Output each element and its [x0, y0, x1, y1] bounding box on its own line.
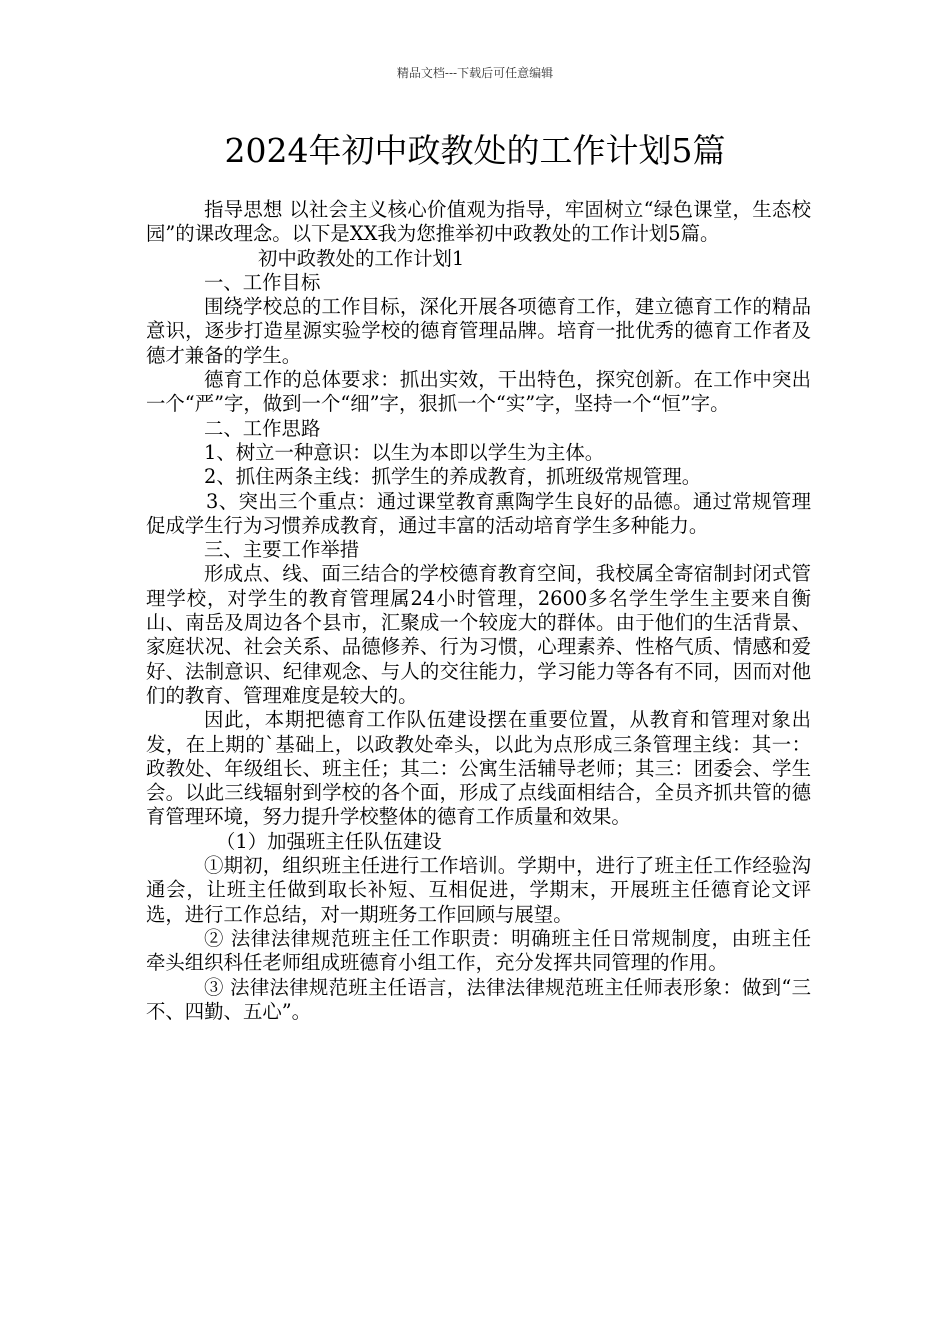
- page-header-note: 精品文档---下载后可任意编辑: [396, 66, 554, 80]
- measures-paragraph-2: 因此，本期把德育工作队伍建设摆在重要位置，从教育和管理对象出发，在上期的`基础上，以政教处牵头，以此为点形成三条管理主线：其一：政教处、年级组长、班主任；其二：公寓生活辅导老师；其三：团委会、学生会。以此三线辐射到学校的各个面，形成了点线面相结合，全员齐抓共管的德育管理环境，努力提升学校整体的德育工作质量和效果。: [146, 708, 811, 829]
- section-heading-approach: 二、工作思路: [204, 416, 321, 440]
- teachers-paragraph-2: ② 法律法律规范班主任工作职责：明确班主任日常规制度，由班主任牵头组织科任老师组成班德育小组工作，充分发挥共同管理的作用。: [146, 926, 811, 975]
- approach-item-1: 1、树立一种意识：以生为本即以学生为主体。: [204, 440, 605, 464]
- teachers-paragraph-3: ③ 法律法律规范班主任语言，法律法律规范班主任师表形象：做到“三不、四勤、五心”。: [146, 975, 811, 1023]
- intro-paragraph: 指导思想 以社会主义核心价值观为指导，牢固树立“绿色课堂，生态校园”的课改理念。以下是XX我为您推举初中政教处的工作计划5篇。: [146, 198, 811, 246]
- section-heading-goals: 一、工作目标: [204, 270, 321, 294]
- goals-paragraph-2: 德育工作的总体要求：抓出实效，干出特色，探究创新。在工作中突出一个“严”字，做到一个“细”字，狠抓一个“实”字，坚持一个“恒”字。: [146, 368, 811, 416]
- approach-item-2: 2、抓住两条主线：抓学生的养成教育，抓班级常规管理。: [204, 465, 702, 489]
- goals-paragraph-1: 围绕学校总的工作目标，深化开展各项德育工作，建立德育工作的精品意识，逐步打造星源实验学校的德育管理品牌。培育一批优秀的德育工作者及德才兼备的学生。: [146, 295, 811, 367]
- plan-subtitle: 初中政教处的工作计划1: [258, 246, 465, 270]
- document-title: 2024年初中政教处的工作计划5篇: [224, 131, 726, 170]
- document-body: [146, 198, 811, 1024]
- approach-item-3: 3、突出三个重点：通过课堂教育熏陶学生良好的品德。通过常规管理促成学生行为习惯养成教育，通过丰富的活动培育学生多种能力。: [146, 489, 811, 537]
- subsection-heading-teachers: （1）加强班主任队伍建设: [216, 829, 442, 853]
- section-heading-measures: 三、主要工作举措: [204, 538, 360, 562]
- measures-paragraph-1: 形成点、线、面三结合的学校德育教育空间，我校属全寄宿制封闭式管理学校，对学生的教育管理属24小时管理，2600多名学生学生主要来自衡山、南岳及周边各个县市，汇聚成一个较庞大的群体。由于他们的生活背景、家庭状况、社会关系、品德修养、行为习惯，心理素养、性格气质、情感和爱好、法制意识、纪律观念、与人的交往能力，学习能力等各有不同，因而对他们的教育、管理难度是较大的。: [146, 562, 811, 707]
- teachers-paragraph-1: ①期初，组织班主任进行工作培训。学期中，进行了班主任工作经验沟通会，让班主任做到取长补短、互相促进，学期末，开展班主任德育论文评选，进行工作总结，对一期班务工作回顾与展望。: [146, 854, 811, 926]
